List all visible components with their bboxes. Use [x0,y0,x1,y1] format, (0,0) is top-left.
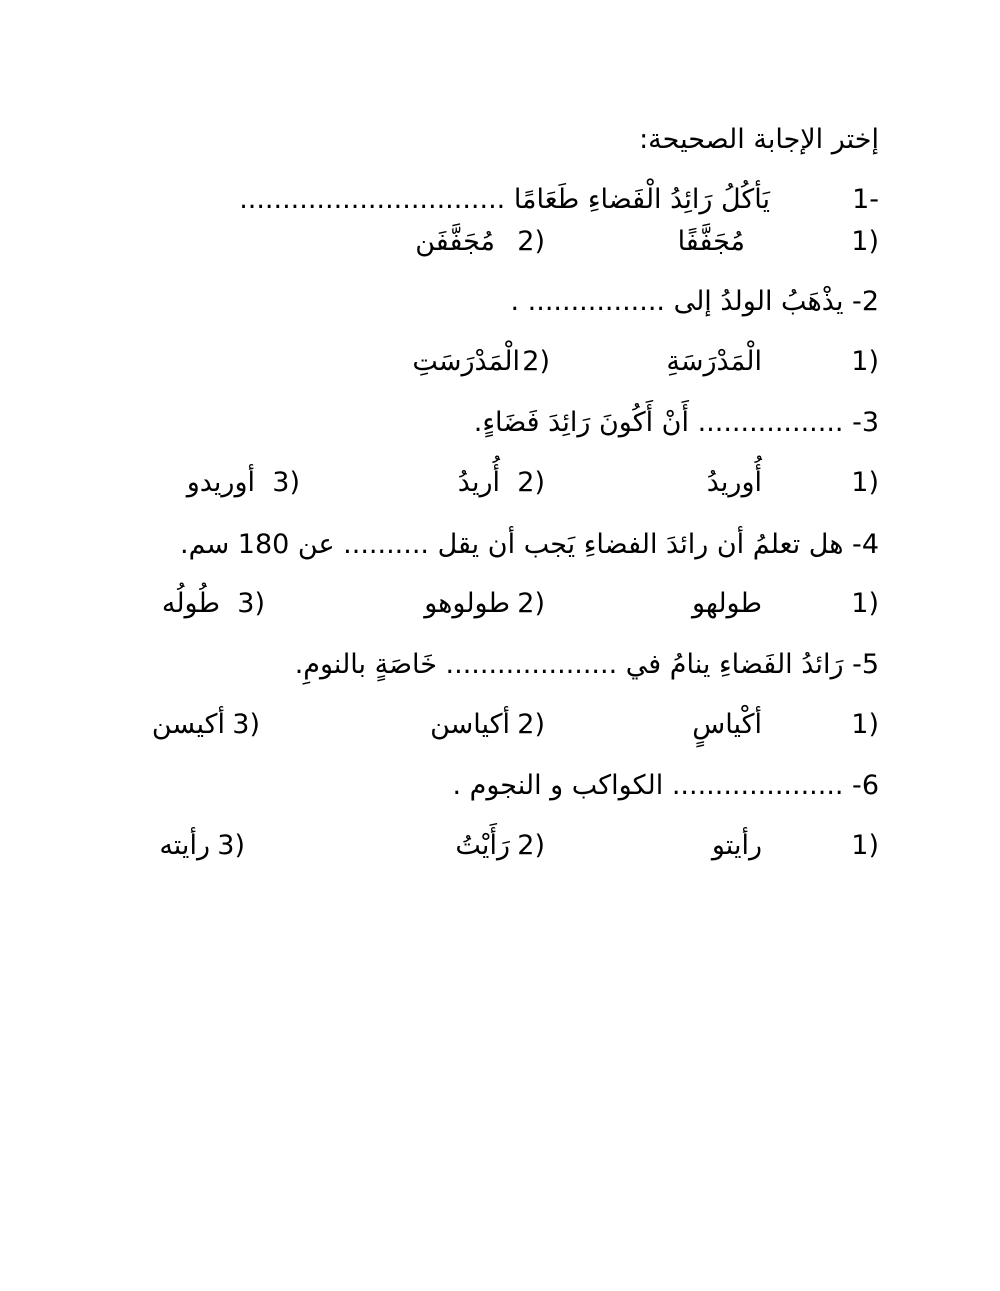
q5-option-1-text: أكْياسٍ [692,709,762,740]
q4-option-2-text: طولوهو [424,588,510,619]
question-1-text: يَأكُلُ رَائِدُ الْفَضاءِ طَعَامًا ............................... [239,184,770,215]
q4-option-3-text: طُولُه [161,588,220,619]
question-3-text: 3- ................. أَنْ أَكُونَ رَائِدَ فَضَاءٍ. [473,407,879,438]
question-2-text: 2- يذْهَبُ الولدُ إلى ................ . [510,286,879,317]
q3-option-1-number: 1) [851,467,879,498]
q6-option-1-number: 1) [851,830,879,861]
q6-option-2-number: 2) [517,830,545,861]
q3-option-3-text: أوريدو [186,467,255,498]
q5-option-1-number: 1) [851,709,879,740]
q3-option-1-text: أُوريدُ [706,467,762,498]
q4-option-1-text: طولهو [691,588,762,619]
q6-option-1-text: رأيتو [711,830,762,861]
q4-option-3-number: 3) [237,588,265,619]
question-4-text: 4- هل تعلمُ أن رائدَ الفضاءِ يَجب أن يقل .......... عن 180 سم. [180,529,879,560]
q1-option-1-text: مُجَفَّفًا [677,226,745,257]
question-5-text: 5- رَائدُ الفَضاءِ ينامُ في .................... خَاصَةٍ بالنومِ. [294,649,879,680]
q4-option-1-number: 1) [851,588,879,619]
q3-option-2-text: أُريدُ [457,467,500,498]
instruction-heading: إختر الإجابة الصحيحة: [639,124,879,155]
q2-option-1-number: 1) [851,346,879,377]
q1-option-1-number: 1) [851,226,879,257]
q3-option-3-number: 3) [272,467,300,498]
q5-option-3-text: أكيسن [151,709,225,740]
q2-option-2-text: الْمَدْرَسَتِ [412,346,520,377]
q6-option-2-text: رَأَيْتُ [455,830,510,861]
q6-option-3-text: رأيته [159,830,210,861]
q3-option-2-number: 2) [517,467,545,498]
q1-option-2-number: 2) [517,226,545,257]
q2-option-1-text: الْمَدْرَسَةِ [666,346,762,377]
question-1-number: 1- [852,184,879,215]
q5-option-3-number: 3) [232,709,260,740]
q1-option-2-text: مُجَفَّفَن [415,226,495,257]
q5-option-2-number: 2) [517,709,545,740]
question-6-text: 6- .................... الكواكب و النجوم . [452,770,879,801]
q2-option-2-number: 2) [522,346,550,377]
q4-option-2-number: 2) [517,588,545,619]
q6-option-3-number: 3) [217,830,245,861]
q5-option-2-text: أكياسن [430,709,510,740]
